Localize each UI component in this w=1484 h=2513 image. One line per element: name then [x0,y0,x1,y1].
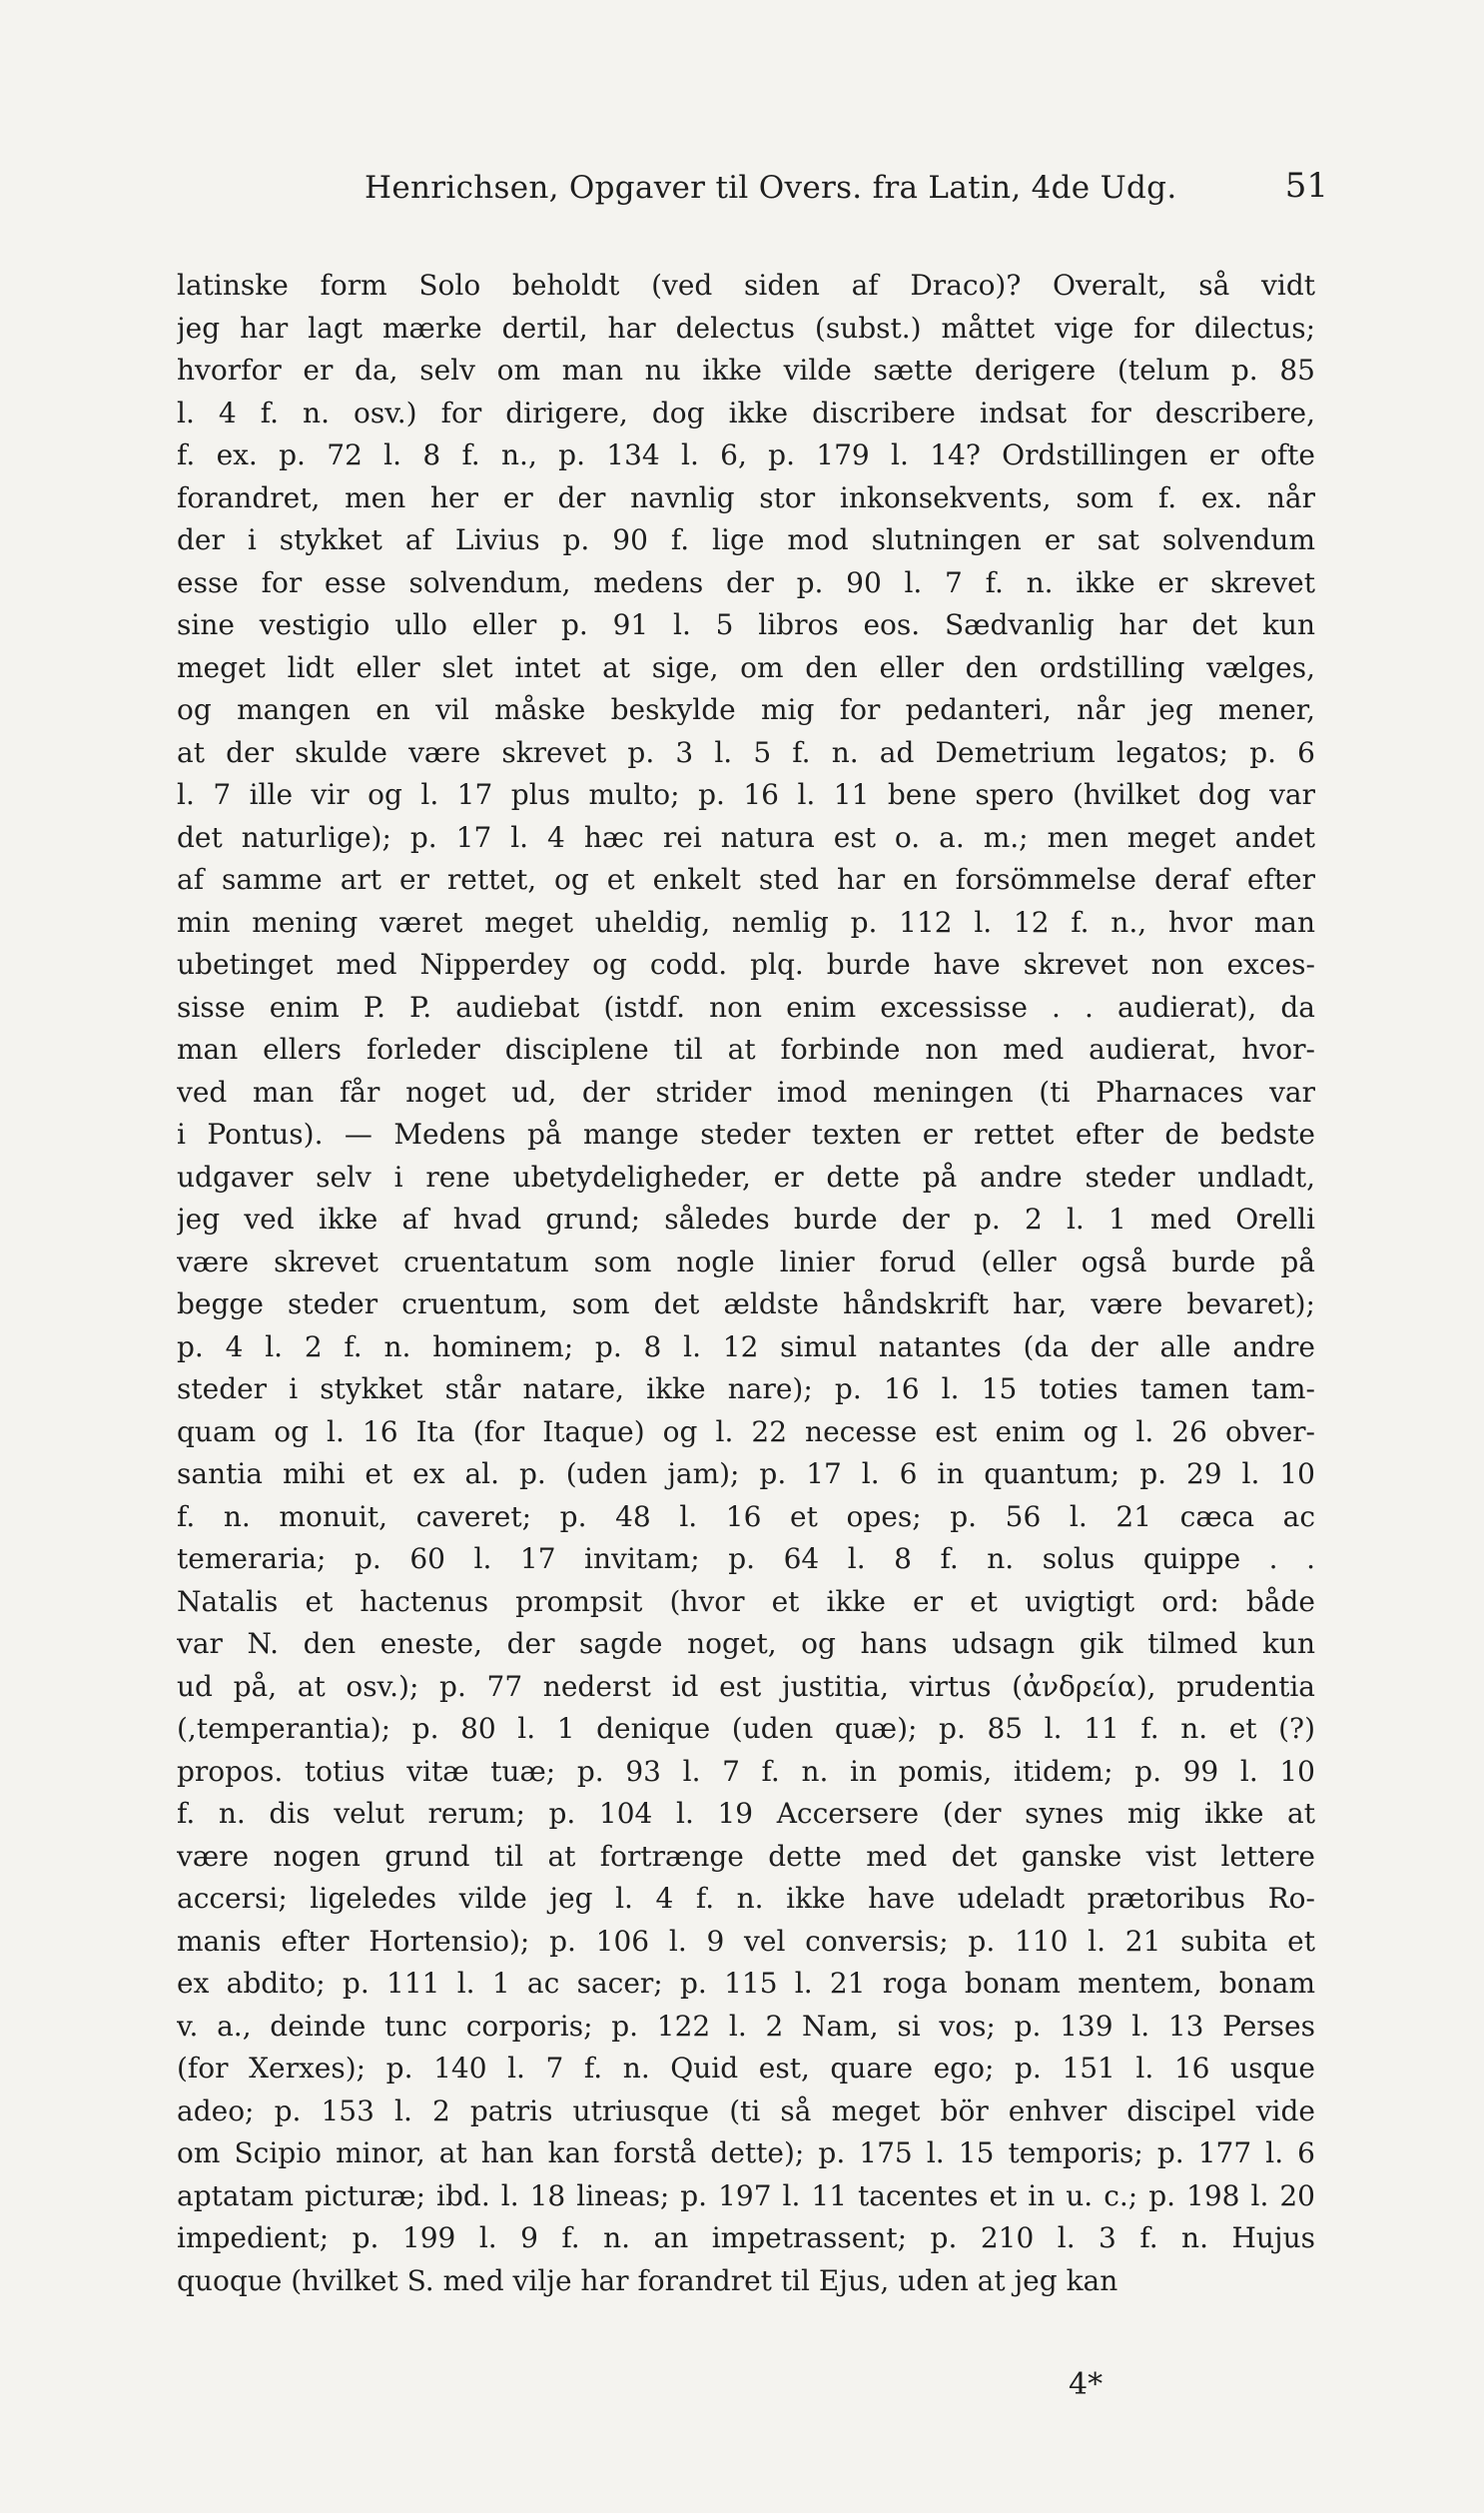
text-line: være nogen grund til at fortrænge dette med det ganske vist lettere [177,1839,1315,1873]
text-line: jeg har lagt mærke dertil, har delectus (subst.) måttet vige for dilectus; [177,311,1315,345]
text-line: hvorfor er da, selv om man nu ikke vilde sætte derigere (telum p. 85 [177,354,1315,387]
text-line: der i stykket af Livius p. 90 f. lige mod slutningen er sat solvendum [177,523,1315,556]
text-line: steder i stykket står natare, ikke nare); p. 16 l. 15 toties tamen tam- [177,1372,1315,1405]
text-line: accersi; ligeledes vilde jeg l. 4 f. n. ikke have udeladt prætoribus Ro- [177,1882,1315,1915]
text-line: det naturlige); p. 17 l. 4 hæc rei natura est o. a. m.; men meget andet [177,820,1315,854]
text-line: l. 4 f. n. osv.) for dirigere, dog ikke discribere indsat for describere, [177,396,1315,429]
text-line: at der skulde være skrevet p. 3 l. 5 f. n. ad Demetrium legatos; p. 6 [177,735,1315,769]
text-line: ubetinget med Nipperdey og codd. plq. burde have skrevet non exces- [177,948,1315,981]
text-line: adeo; p. 153 l. 2 patris utriusque (ti så meget bör enhver discipel vide [177,2094,1315,2127]
text-line: være skrevet cruentatum som nogle linier forud (eller også burde på [177,1245,1315,1278]
text-line: f. n. monuit, caveret; p. 48 l. 16 et opes; p. 56 l. 21 cæca ac [177,1499,1315,1533]
text-line: impedient; p. 199 l. 9 f. n. an impetrassent; p. 210 l. 3 f. n. Hujus [177,2221,1315,2254]
page-number: 51 [1284,166,1328,206]
text-line: quam og l. 16 Ita (for Itaque) og l. 22 necesse est enim og l. 26 obver- [177,1414,1315,1448]
text-line: meget lidt eller slet intet at sige, om den eller den ordstilling vælges, [177,650,1315,684]
text-line: og mangen en vil måske beskylde mig for pedanteri, når jeg mener, [177,693,1315,726]
text-line: af samme art er rettet, og et enkelt sted har en forsömmelse deraf efter [177,863,1315,896]
text-line: p. 4 l. 2 f. n. hominem; p. 8 l. 12 simul natantes (da der alle andre [177,1329,1315,1363]
text-line: om Scipio minor, at han kan forstå dette); p. 175 l. 15 temporis; p. 177 l. 6 [177,2136,1315,2169]
running-header [170,166,1328,220]
body-text [177,265,1315,2302]
text-line: l. 7 ille vir og l. 17 plus multo; p. 16 l. 11 bene spero (hvilket dog var [177,778,1315,811]
text-line: aptatam picturæ; ibd. l. 18 lineas; p. 197 l. 11 tacentes et in u. c.; p. 198 l. 20 [177,2178,1315,2212]
text-line: ved man får noget ud, der strider imod meningen (ti Pharnaces var [177,1075,1315,1109]
text-line: var N. den eneste, der sagde noget, og hans udsagn gik tilmed kun [177,1627,1315,1660]
text-line: latinske form Solo beholdt (ved siden af Draco)? Overalt, så vidt [177,269,1315,302]
text-line: manis efter Hortensio); p. 106 l. 9 vel conversis; p. 110 l. 21 subita et [177,1924,1315,1958]
text-line: sisse enim P. P. audiebat (istdf. non enim excessisse . . audierat), da [177,990,1315,1024]
text-line: (for Xerxes); p. 140 l. 7 f. n. Quid est, quare ego; p. 151 l. 16 usque [177,2052,1315,2085]
text-line: begge steder cruentum, som det ældste håndskrift har, være bevaret); [177,1287,1315,1320]
text-line: ex abdito; p. 111 l. 1 ac sacer; p. 115 l. 21 roga bonam mentem, bonam [177,1967,1315,2000]
text-line: quoque (hvilket S. med vilje har forandret til Ejus, uden at jeg kan [177,2263,1118,2297]
text-line: temeraria; p. 60 l. 17 invitam; p. 64 l. 8 f. n. solus quippe . . [177,1542,1315,1575]
header-title: Henrichsen, Opgaver til Overs. fra Latin, 4de Udg. [365,170,1177,206]
text-line: udgaver selv i rene ubetydeligheder, er dette på andre steder undladt, [177,1160,1315,1194]
text-line: Natalis et hactenus prompsit (hvor et ikke er et uvigtigt ord: både [177,1584,1315,1618]
text-line: santia mihi et ex al. p. (uden jam); p. 17 l. 6 in quantum; p. 29 l. 10 [177,1457,1315,1490]
text-line: (,temperantia); p. 80 l. 1 denique (uden quæ); p. 85 l. 11 f. n. et (?) [177,1712,1315,1745]
text-line: f. n. dis velut rerum; p. 104 l. 19 Accersere (der synes mig ikke at [177,1797,1315,1830]
text-line: propos. totius vitæ tuæ; p. 93 l. 7 f. n. in pomis, itidem; p. 99 l. 10 [177,1754,1315,1788]
text-line: jeg ved ikke af hvad grund; således burde der p. 2 l. 1 med Orelli [177,1203,1315,1236]
text-line: sine vestigio ullo eller p. 91 l. 5 libros eos. Sædvanlig har det kun [177,608,1315,641]
text-line: esse for esse solvendum, medens der p. 90 l. 7 f. n. ikke er skrevet [177,565,1315,599]
text-line: ud på, at osv.); p. 77 nederst id est justitia, virtus (ἀνδρεία), prudentia [177,1669,1315,1703]
text-line: f. ex. p. 72 l. 8 f. n., p. 134 l. 6, p. 179 l. 14? Ordstillingen er ofte [177,438,1315,471]
signature-mark: 4* [1069,2367,1104,2402]
text-line: min mening været meget uheldig, nemlig p. 112 l. 12 f. n., hvor man [177,905,1315,939]
text-line: man ellers forleder disciplene til at forbinde non med audierat, hvor- [177,1033,1315,1066]
text-line: forandret, men her er der navnlig stor inkonsekvents, som f. ex. når [177,480,1315,514]
text-line: i Pontus). — Medens på mange steder texten er rettet efter de bedste [177,1118,1315,1151]
text-line: v. a., deinde tunc corporis; p. 122 l. 2 Nam, si vos; p. 139 l. 13 Perses [177,2009,1315,2043]
